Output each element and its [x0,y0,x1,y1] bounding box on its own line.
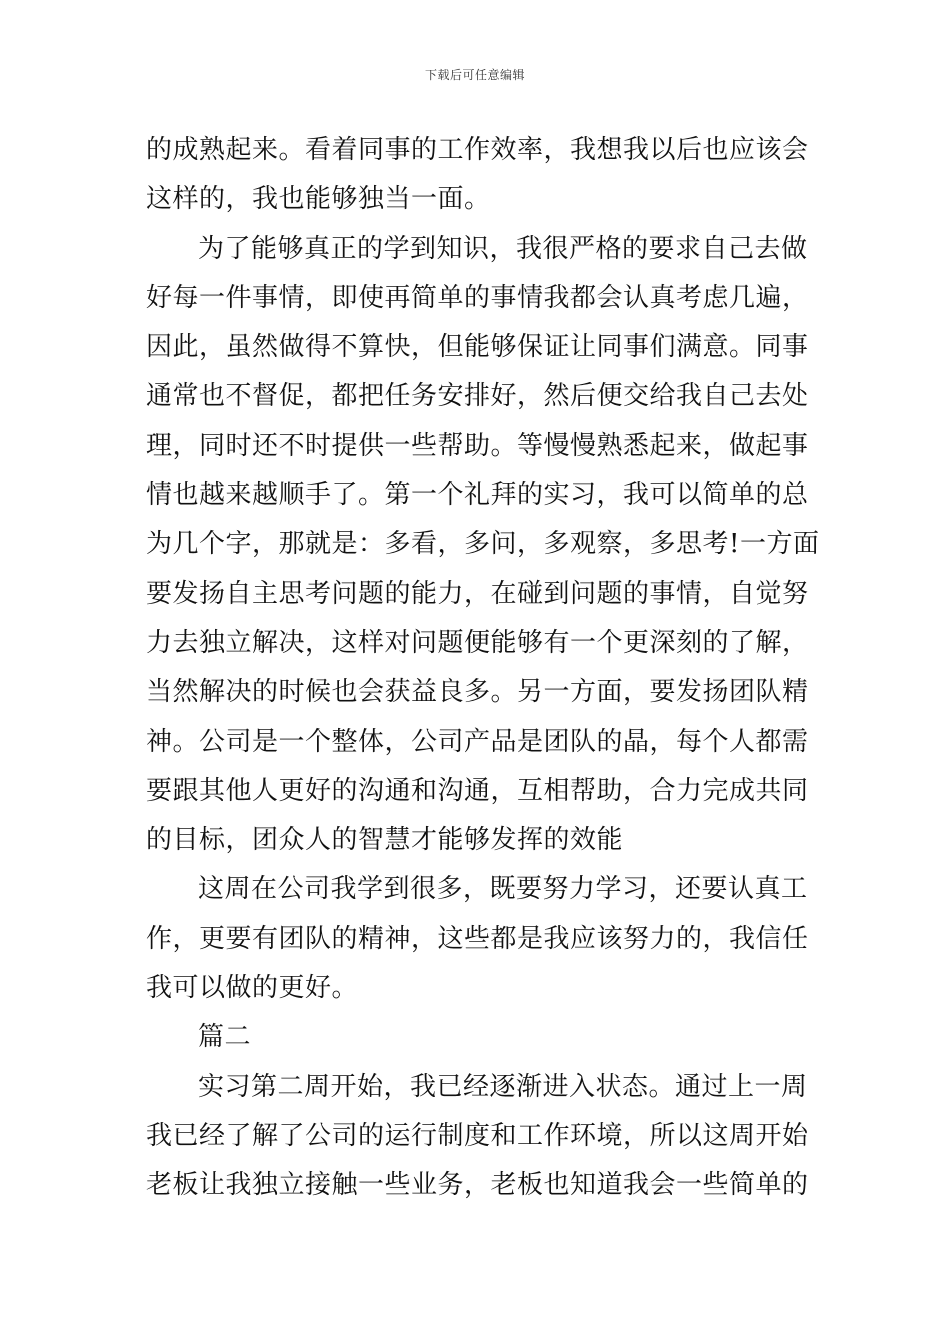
text-line: 当然解决的时候也会获益良多。另一方面，要发扬团队精 [146,677,809,708]
page-header: 下载后可任意编辑 [424,68,525,82]
text-line: 为几个字，那就是：多看，多问，多观察，多思考!一方面 [146,529,820,560]
text-line: 这周在公司我学到很多，既要努力学习，还要认真工 [198,874,808,905]
text-line: 力去独立解决，这样对问题便能够有一个更深刻的了解， [146,627,809,658]
text-line: 的成熟起来。看着同事的工作效率，我想我以后也应该会 [146,135,809,165]
text-line: 作，更要有团队的精神，这些都是我应该努力的，我信任 [146,923,809,954]
text-line: 因此，虽然做得不算快，但能够保证让同事们满意。同事 [146,332,809,363]
text-line: 通常也不督促，都把任务安排好，然后便交给我自己去处 [146,381,809,412]
text-line: 要发扬自主思考问题的能力，在碰到问题的事情，自觉努 [146,578,809,609]
text-line: 这样的，我也能够独当一面。 [146,184,491,215]
text-line: 好每一件事情，即使再简单的事情我都会认真考虑几遍， [146,282,809,313]
text-line: 神。公司是一个整体，公司产品是团队的晶，每个人都需 [146,726,809,757]
text-line: 要跟其他人更好的沟通和沟通，互相帮助，合力完成共同 [146,775,809,806]
section-heading: 篇二 [198,1022,252,1053]
text-line: 我可以做的更好。 [146,973,359,1004]
text-line: 我已经了解了公司的运行制度和工作环境，所以这周开始 [146,1120,809,1151]
text-line: 为了能够真正的学到知识，我很严格的要求自己去做 [198,233,808,264]
text-line: 情也越来越顺手了。第一个礼拜的实习，我可以简单的总 [146,480,809,511]
text-line: 老板让我独立接触一些业务，老板也知道我会一些简单的 [146,1170,809,1201]
document-body [146,126,820,1211]
text-line: 的目标，团众人的智慧才能够发挥的效能 [146,825,624,856]
text-line: 理，同时还不时提供一些帮助。等慢慢熟悉起来，做起事 [146,430,809,461]
text-line: 实习第二周开始，我已经逐渐进入状态。通过上一周 [198,1071,808,1102]
